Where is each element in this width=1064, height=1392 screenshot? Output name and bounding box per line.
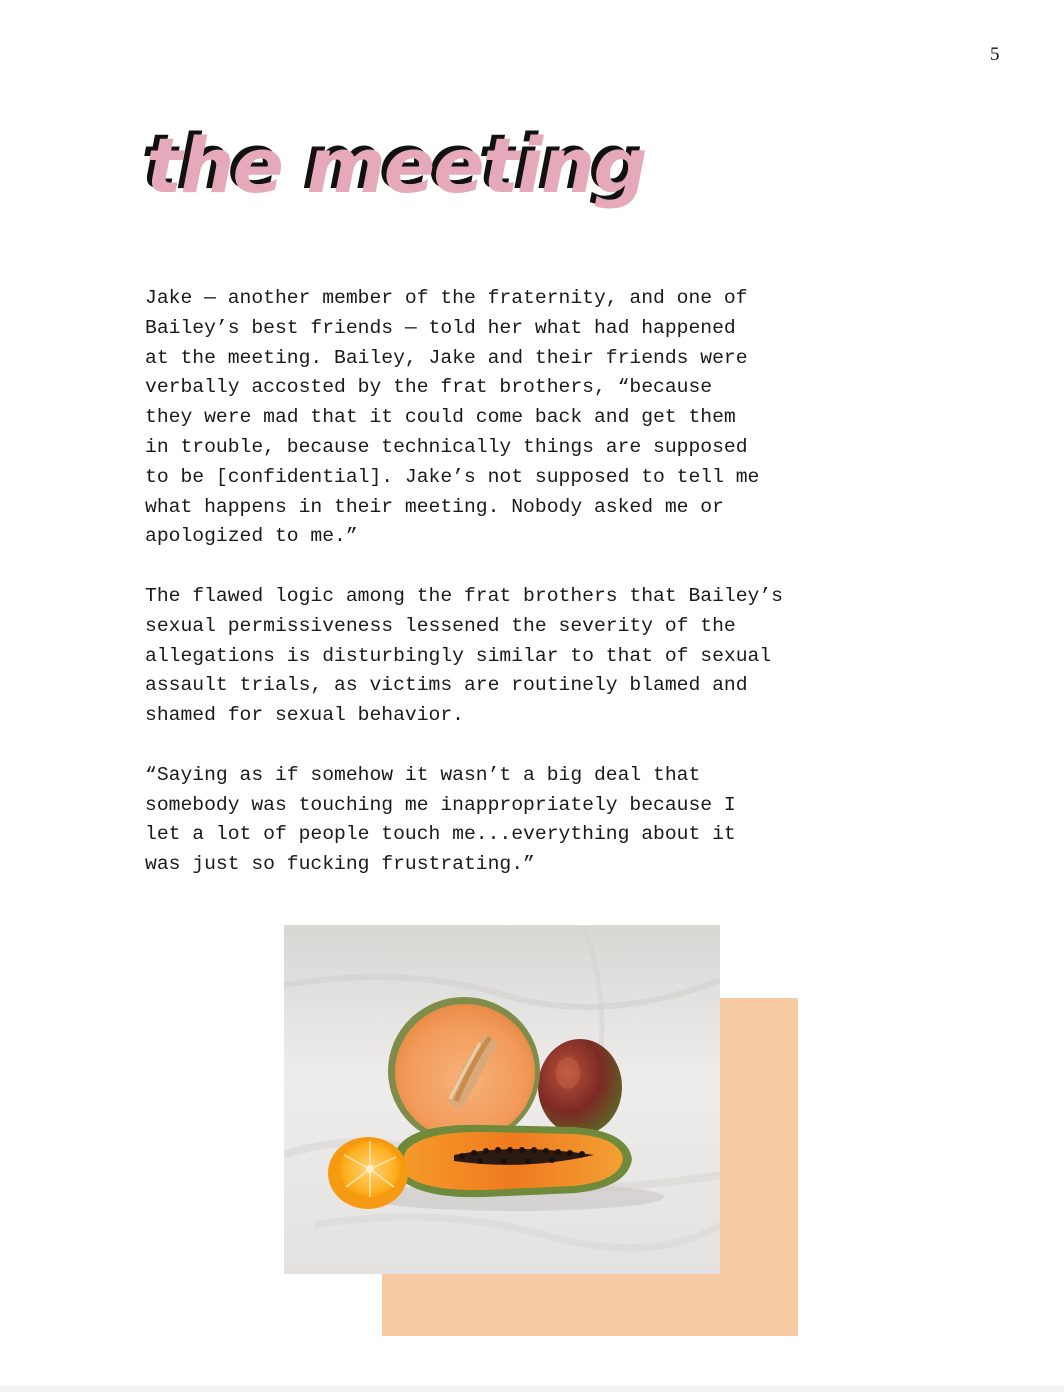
article-body [145,284,975,910]
paragraph-2: The flawed logic among the frat brothers that Bailey’s sexual permissiveness lessened the severity of the allegations is disturbingly similar to that of sexual assault trials, as victims are routinely blamed and shamed for sexual behavior. [145,584,783,727]
paragraph-1: Jake — another member of the fraternity, and one of Bailey’s best friends — told her what had happened at the meeting. Bailey, Jake and their friends were verbally accosted by the frat brothers, “because they were mad that it could come back and get them in trouble, because technically things are supposed to be [confidential]. Jake’s not supposed to tell me what happens in their meeting. Nobody asked me or apologized to me.” [145,287,760,548]
cantaloupe-half [388,997,540,1145]
orange-half [328,1137,408,1209]
page-title: the meeting [146,121,646,210]
fruit-still-life-photo [284,925,720,1274]
paragraph-3-quote: “Saying as if somehow it wasn’t a big deal that somebody was touching me inappropriately because I let a lot of people touch me...everything about it was just so fucking frustrating.” [145,763,736,876]
page-bottom-edge [0,1386,1064,1392]
papaya-half [394,1125,632,1197]
mango [538,1039,622,1135]
page-number: 5 [990,44,1000,65]
